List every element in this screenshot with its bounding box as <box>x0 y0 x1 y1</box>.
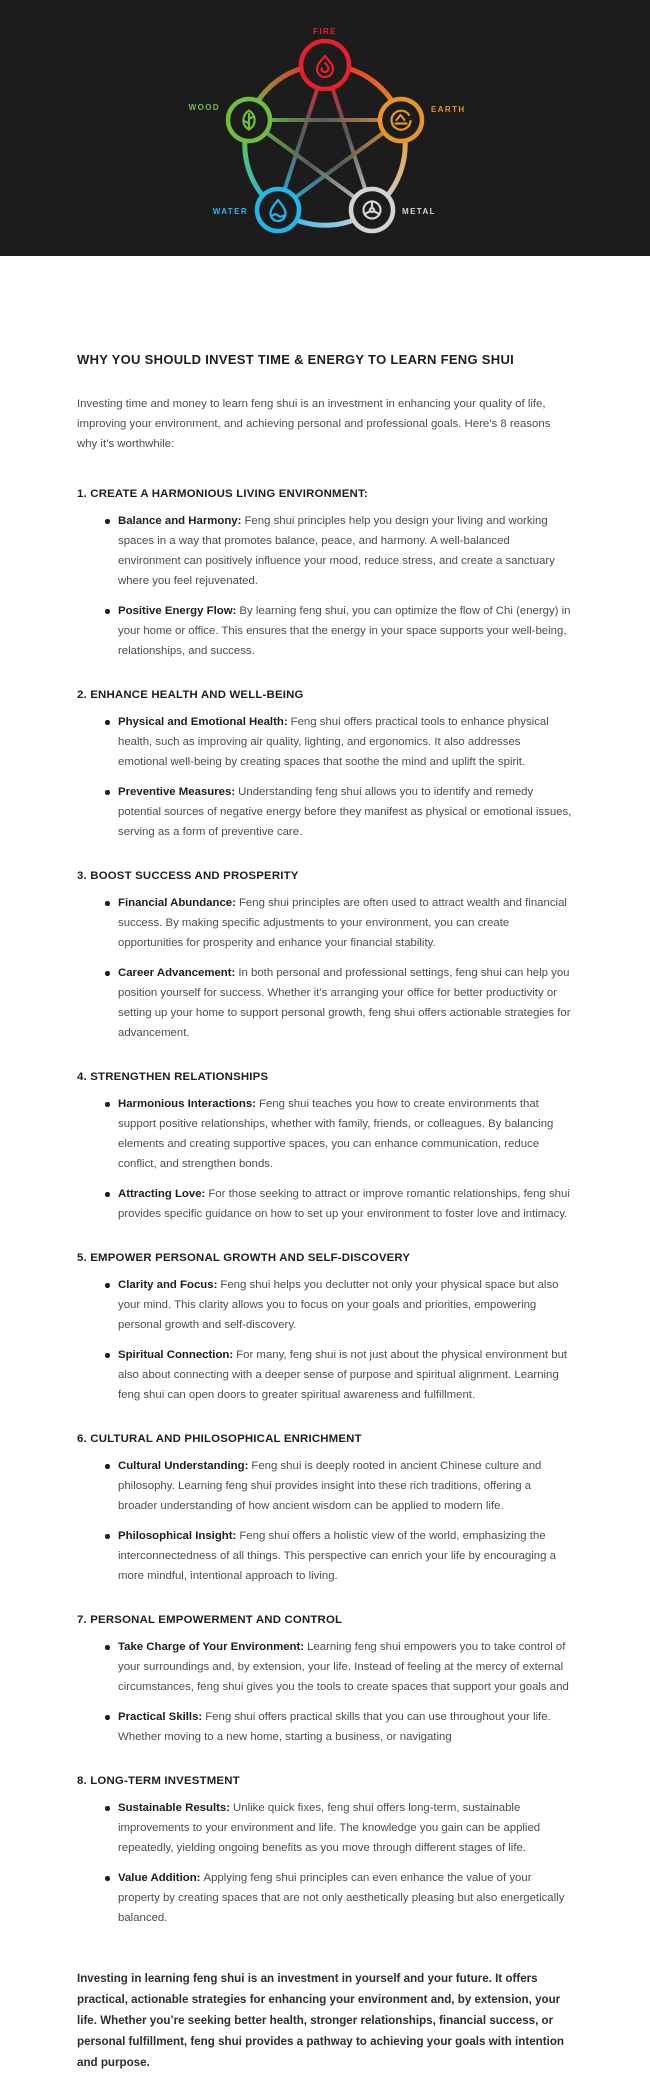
bullet-item <box>105 782 573 842</box>
bullet-lead: Spiritual Connection: <box>118 1349 234 1362</box>
section-heading: 6. CULTURAL AND PHILOSOPHICAL ENRICHMENT <box>77 1433 362 1446</box>
section-heading: 5. EMPOWER PERSONAL GROWTH AND SELF-DISCOVERY <box>77 1252 411 1265</box>
element-label-wood: WOOD <box>188 103 220 112</box>
bullet-item <box>105 1094 573 1174</box>
element-node-water <box>257 189 299 231</box>
bullet-lead: Philosophical Insight: <box>118 1530 237 1543</box>
bullet-item <box>105 1868 573 1928</box>
bullet-item <box>105 1637 573 1697</box>
header-banner <box>0 0 650 256</box>
section-3 <box>77 866 573 1043</box>
bullet-lead: Practical Skills: <box>118 1711 203 1724</box>
bullet-lead: Harmonious Interactions: <box>118 1098 256 1111</box>
section-7 <box>77 1610 573 1747</box>
element-node-wood <box>228 99 270 141</box>
bullet-text: Feng shui offers practical skills that you can use throughout your life. Whether moving to a new home, starting a business, or navigating <box>118 1711 551 1744</box>
section-heading: 7. PERSONAL EMPOWERMENT AND CONTROL <box>77 1614 343 1627</box>
section-heading: 3. BOOST SUCCESS AND PROSPERITY <box>77 870 299 883</box>
bullet-item <box>105 1184 573 1224</box>
bullet-lead: Positive Energy Flow: <box>118 605 237 618</box>
bullet-item <box>105 1526 573 1586</box>
bullet-item <box>105 1456 573 1516</box>
five-elements-diagram <box>0 0 650 256</box>
bullet-lead: Cultural Understanding: <box>118 1460 249 1473</box>
bullet-lead: Physical and Emotional Health: <box>118 716 288 729</box>
section-6 <box>77 1429 573 1586</box>
bullet-item <box>105 1275 573 1335</box>
bullet-list <box>77 712 573 842</box>
bullet-text: By learning feng shui, you can optimize the flow of Chi (energy) in your home or office. This ensures that the energy in your space supports your well-being, relationships, and success. <box>118 605 571 658</box>
bullet-lead: Take Charge of Your Environment: <box>118 1641 305 1654</box>
bullet-text: Feng shui helps you declutter not only your physical space but also your mind. This clarity allows you to focus on your goals and priorities, empowering personal growth and self-discovery. <box>118 1279 559 1332</box>
page-title: WHY YOU SHOULD INVEST TIME & ENERGY TO LEARN FENG SHUI <box>77 352 515 367</box>
bullet-list <box>77 1094 573 1224</box>
section-8 <box>77 1771 573 1928</box>
section-heading: 2. ENHANCE HEALTH AND WELL-BEING <box>77 689 304 702</box>
bullet-list <box>77 893 573 1043</box>
bullet-text: For those seeking to attract or improve romantic relationships, feng shui provides specific guidance on how to set up your environment to foster love and intimacy. <box>118 1188 570 1221</box>
bullet-list <box>77 511 573 661</box>
bullet-item <box>105 511 573 591</box>
bullet-text: Feng shui is deeply rooted in ancient Chinese culture and philosophy. Learning feng shui provides insight into these rich traditions, offering a broader understanding of how ancient wisdom can be applied to modern life. <box>118 1460 542 1513</box>
bullet-list <box>77 1637 573 1747</box>
bullet-lead: Career Advancement: <box>118 967 236 980</box>
bullet-item <box>105 1345 573 1405</box>
bullet-text: Feng shui offers a holistic view of the world, emphasizing the interconnectedness of all things. This perspective can enrich your life by encouraging a more mindful, intentional approach to living. <box>118 1530 556 1583</box>
section-5 <box>77 1248 573 1405</box>
section-heading: 8. LONG-TERM INVESTMENT <box>77 1775 240 1788</box>
bullet-text: Unlike quick fixes, feng shui offers long-term, sustainable improvements to your environment and life. The knowledge you gain can be applied repeatedly, yielding ongoing benefits as you move through different stages of life. <box>118 1802 541 1855</box>
bullet-lead: Attracting Love: <box>118 1188 206 1201</box>
bullet-text: Understanding feng shui allows you to identify and remedy potential sources of negative energy before they manifest as physical or emotional issues, serving as a form of preventive care. <box>118 786 572 839</box>
element-node-fire <box>301 41 349 89</box>
section-1 <box>77 484 573 661</box>
bullet-item <box>105 963 573 1043</box>
bullet-text: Feng shui principles help you design your living and working spaces in a way that promotes balance, peace, and harmony. A well-balanced environment can positively influence your mood, reduce stress, and create a sanctuary where you feel rejuvenated. <box>118 515 555 588</box>
bullet-item <box>105 1707 573 1747</box>
element-node-metal <box>351 189 393 231</box>
bullet-text: Feng shui teaches you how to create environments that support positive relationships, whether with family, friends, or colleagues. By balancing elements and creating supportive spaces, you can enhance communication, reduce conflict, and strengthen bonds. <box>118 1098 554 1171</box>
bullet-text: In both personal and professional settings, feng shui can help you position yourself for success. Whether it’s arranging your office for better productivity or setting up your home to support personal growth, feng shui offers actionable strategies for advancement. <box>118 967 571 1040</box>
bullet-list <box>77 1275 573 1405</box>
bullet-list <box>77 1456 573 1586</box>
element-node-earth <box>380 99 422 141</box>
bullet-lead: Clarity and Focus: <box>118 1279 218 1292</box>
article <box>0 256 650 2073</box>
bullet-lead: Value Addition: <box>118 1872 201 1885</box>
element-label-fire: FIRE <box>313 27 337 36</box>
bullet-item <box>105 1798 573 1858</box>
closing-paragraph: Investing in learning feng shui is an investment in yourself and your future. It offers practical, actionable strategies for enhancing your environment and, by extension, your life. Whether you’re seeking better health, stronger relationships, financial success, or personal fulfillment, feng shui provides a pathway to achieving your goals with intention and purpose. <box>77 1972 564 2070</box>
element-label-earth: EARTH <box>431 105 466 114</box>
bullet-lead: Sustainable Results: <box>118 1802 231 1815</box>
bullet-lead: Financial Abundance: <box>118 897 236 910</box>
bullet-text: Feng shui offers practical tools to enhance physical health, such as improving air quality, lighting, and ergonomics. It also addresses emotional well-being by creating spaces that soothe the mind and uplift the spirit. <box>118 716 549 769</box>
bullet-text: Learning feng shui empowers you to take control of your surroundings and, by extension, your life. Instead of feeling at the mercy of external circumstances, feng shui gives you the tools to create spaces that support your goals and <box>118 1641 569 1694</box>
bullet-text: Feng shui principles are often used to attract wealth and financial success. By making specific adjustments to your environment, you can create opportunities for prosperity and enhance your financial stability. <box>118 897 567 950</box>
section-2 <box>77 685 573 842</box>
bullet-item <box>105 893 573 953</box>
section-heading: 1. CREATE A HARMONIOUS LIVING ENVIRONMENT: <box>77 488 368 501</box>
bullet-lead: Balance and Harmony: <box>118 515 242 528</box>
intro-paragraph: Investing time and money to learn feng shui is an investment in enhancing your quality of life, improving your environment, and achieving personal and professional goals. Here’s 8 reasons why it’s worthwhile: <box>77 398 551 451</box>
bullet-text: For many, feng shui is not just about the physical environment but also about connecting with a deeper sense of purpose and spiritual alignment. Learning feng shui can open doors to greater spiritual awareness and fulfillment. <box>118 1349 568 1402</box>
bullet-text: Applying feng shui principles can even enhance the value of your property by creating spaces that are not only aesthetically pleasing but also energetically balanced. <box>118 1872 565 1925</box>
bullet-lead: Preventive Measures: <box>118 786 236 799</box>
section-heading: 4. STRENGTHEN RELATIONSHIPS <box>77 1071 269 1084</box>
section-4 <box>77 1067 573 1224</box>
bullet-list <box>77 1798 573 1928</box>
element-label-metal: METAL <box>402 207 436 216</box>
element-label-water: WATER <box>212 207 248 216</box>
bullet-item <box>105 601 573 661</box>
bullet-item <box>105 712 573 772</box>
